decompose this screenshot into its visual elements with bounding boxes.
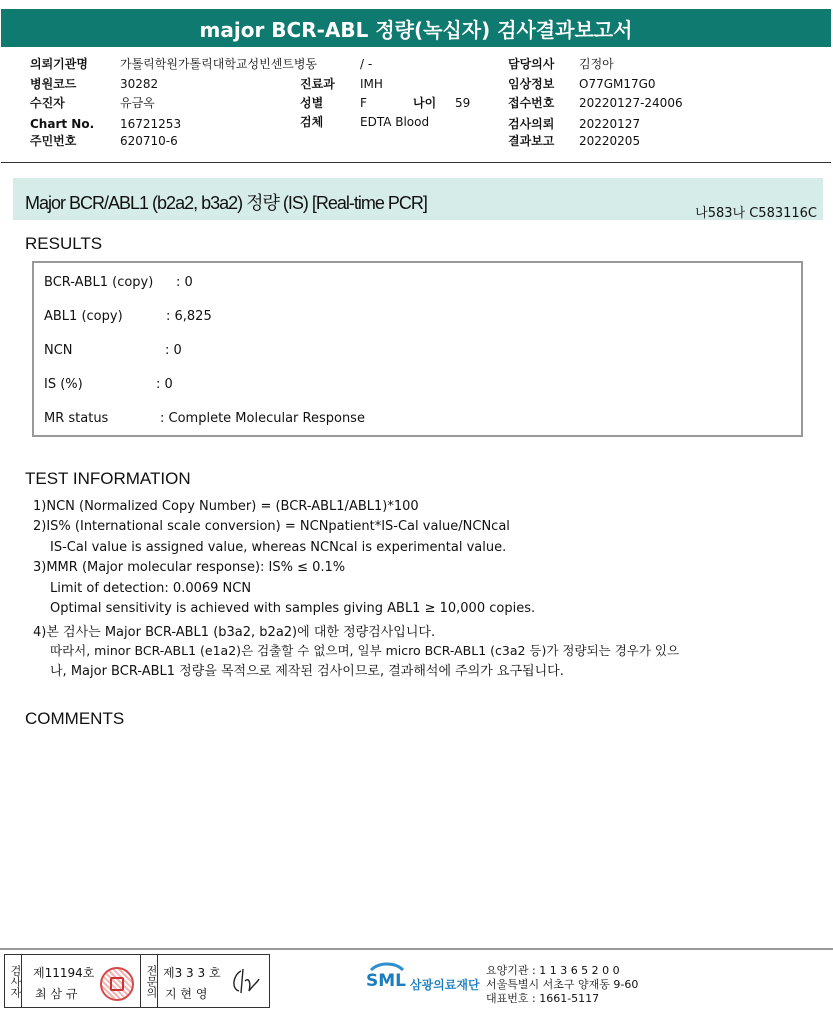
result-label: BCR-ABL1 (copy) (44, 275, 154, 290)
header-label-clinical-info: 임상정보 (508, 77, 555, 91)
result-value: : 0 (156, 377, 173, 392)
result-value: : 0 (176, 275, 193, 290)
result-row (44, 377, 173, 392)
specialist-vertical-text: 전문의 (145, 964, 158, 998)
comments-heading: COMMENTS (25, 709, 125, 728)
header-value-resident-no: 620710-6 (120, 134, 178, 148)
test-info-line: 3)MMR (Major molecular response): IS% ≤ 0.1% (33, 560, 346, 575)
footer-code-line: 요양기관 : 1 1 3 6 5 2 0 0 (486, 964, 620, 977)
header-value-request-date: 20220127 (579, 117, 641, 131)
test-code: 나583나 C583116C (695, 206, 817, 221)
header-value-ward: / - (360, 57, 373, 71)
header-value-chart-no: 16721253 (120, 117, 182, 131)
result-row (44, 309, 212, 324)
header-label-doctor: 담당의사 (508, 57, 555, 71)
header-value-institution: 가톨릭학원가톨릭대학교성빈센트병동 (120, 57, 318, 71)
sml-logo-text: SML (366, 971, 406, 991)
result-value: : 6,825 (166, 309, 212, 324)
header-label-age: 나이 (413, 96, 437, 110)
test-info-line: 2)IS% (International scale conversion) = NCNpatient*IS-Cal value/NCNcal (33, 519, 510, 534)
examiner-license-no: 제11194호 (33, 966, 95, 980)
result-value: : Complete Molecular Response (160, 411, 365, 426)
seal-stamp-icon (100, 967, 134, 1001)
examiner-vertical-text: 검사자 (9, 964, 22, 998)
header-label-chart-no: Chart No. (30, 117, 95, 131)
header-value-department: IMH (360, 77, 383, 91)
test-name: Major BCR/ABL1 (b2a2, b3a2) 정량 (IS) [Real-time PCR] (25, 193, 427, 213)
specialist-license-no: 제3 3 3 호 (163, 966, 221, 980)
footer-phone: 대표번호 : 1661-5117 (486, 992, 600, 1005)
specialist-vertical-label (140, 955, 158, 1007)
results-heading: RESULTS (25, 234, 103, 253)
footer-address: 서울특별시 서초구 양재동 9-60 (486, 978, 639, 991)
header-label-report-date: 결과보고 (508, 134, 555, 148)
header-label-patient: 수진자 (30, 96, 65, 110)
result-row (44, 411, 365, 426)
result-row (44, 343, 182, 358)
header-label-sex: 성별 (300, 96, 324, 110)
test-info-line: 1)NCN (Normalized Copy Number) = (BCR-ABL1/ABL1)*100 (33, 499, 419, 514)
test-info-line: 나, Major BCR-ABL1 정량을 목적으로 제작된 검사이므로, 결과해석에 주의가 요구됩니다. (50, 664, 564, 679)
specialist-name: 지 현 영 (165, 987, 208, 1001)
result-label: MR status (44, 411, 109, 426)
test-info-line: 따라서, minor BCR-ABL1 (e1a2)은 검출할 수 없으며, 일부 micro BCR-ABL1 (c3a2 등)가 정량되는 경우가 있으 (50, 643, 680, 658)
test-info-heading: TEST INFORMATION (25, 469, 191, 488)
result-label: NCN (44, 343, 73, 358)
header-value-sex: F (360, 96, 367, 110)
examiner-vertical-label (5, 955, 22, 1007)
test-info-line: IS-Cal value is assigned value, whereas NCNcal is experimental value. (50, 540, 507, 555)
test-info-line: Limit of detection: 0.0069 NCN (50, 581, 252, 596)
header-label-specimen: 검체 (300, 115, 324, 129)
test-banner (13, 178, 823, 220)
header-divider (1, 162, 831, 163)
signature-icon (227, 965, 263, 997)
signature-box (4, 954, 270, 1008)
header-value-clinical-info: O77GM17G0 (579, 77, 656, 91)
results-box (32, 261, 803, 437)
result-label: ABL1 (copy) (44, 309, 123, 324)
examiner-name: 최 삼 규 (35, 987, 78, 1001)
test-info-line: Optimal sensitivity is achieved with samples giving ABL1 ≥ 10,000 copies. (50, 601, 536, 616)
header-value-hospital-code: 30282 (120, 77, 159, 91)
header-label-resident-no: 주민번호 (30, 134, 77, 148)
header-value-age: 59 (455, 96, 471, 110)
result-label: IS (%) (44, 377, 83, 392)
foundation-name: 삼광의료재단 (410, 978, 480, 992)
report-title: major BCR-ABL 정량(녹십자) 검사결과보고서 (1, 9, 831, 47)
result-row (44, 275, 193, 290)
header-label-department: 진료과 (300, 77, 335, 91)
footer-divider (0, 948, 833, 950)
header-label-hospital-code: 병원코드 (30, 77, 77, 91)
header-value-patient: 유금옥 (120, 96, 155, 110)
header-label-receipt-no: 접수번호 (508, 96, 555, 110)
header-label-institution: 의뢰기관명 (30, 57, 88, 71)
header-value-receipt-no: 20220127-24006 (579, 96, 683, 110)
result-value: : 0 (165, 343, 182, 358)
header-value-report-date: 20220205 (579, 134, 641, 148)
header-label-request-date: 검사의뢰 (508, 117, 555, 131)
test-info-line: 4)본 검사는 Major BCR-ABL1 (b3a2, b2a2)에 대한 정량검사입니다. (33, 625, 436, 640)
header-value-specimen: EDTA Blood (360, 115, 430, 129)
header-value-doctor: 김정아 (579, 57, 614, 71)
